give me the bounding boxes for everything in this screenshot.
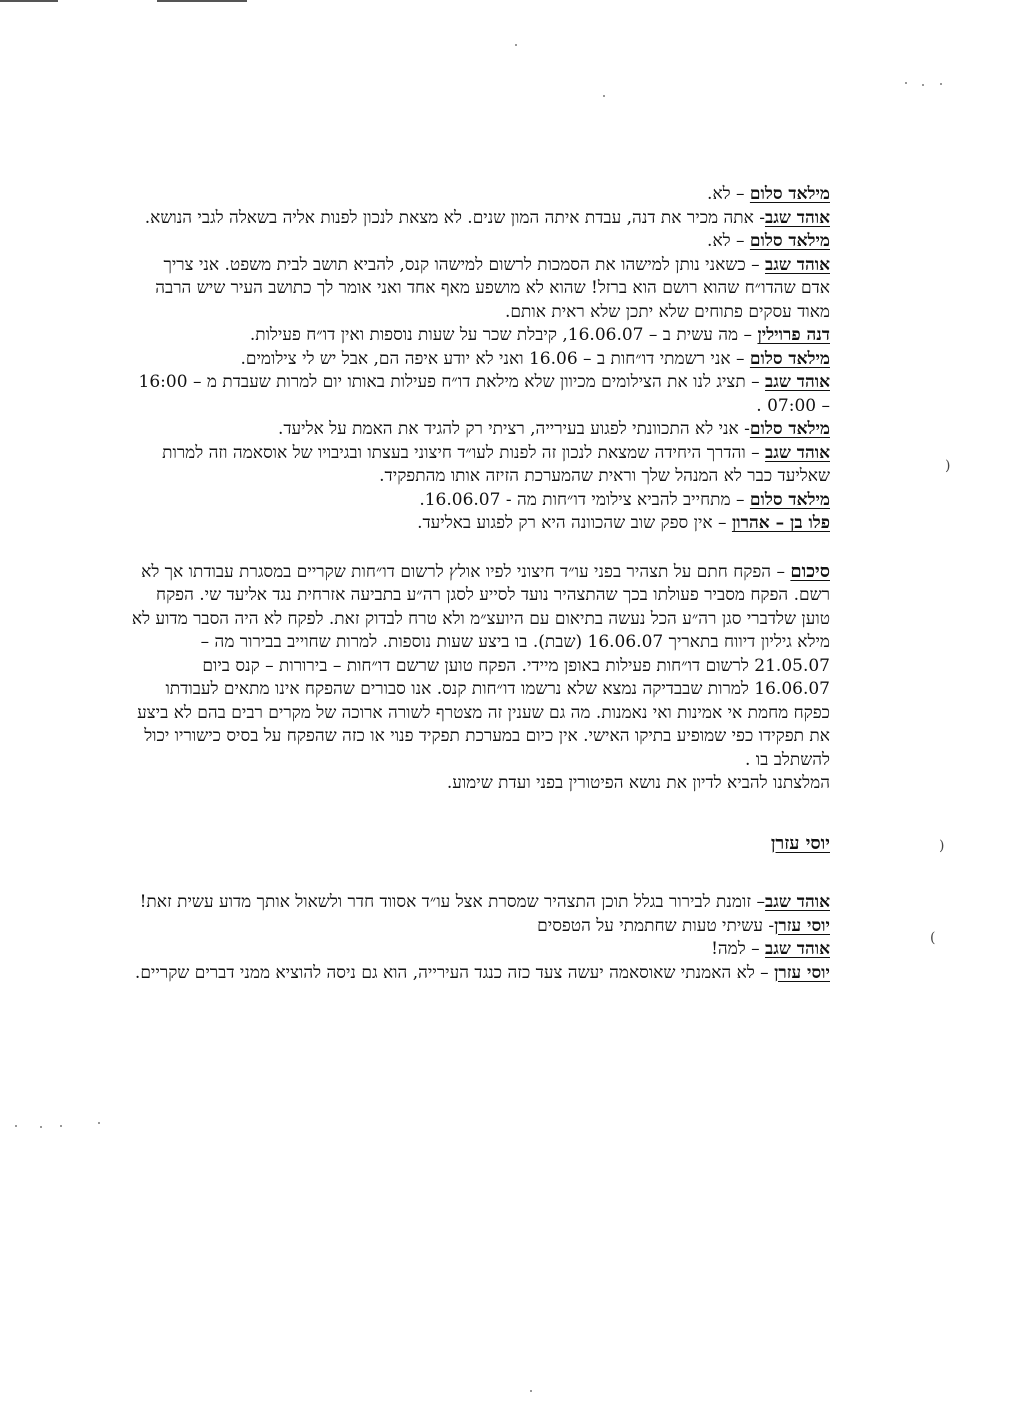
transcript-entry: [130, 207, 830, 231]
margin-mark: ): [945, 458, 951, 474]
speaker-name: דנה פרוילין: [757, 325, 830, 345]
entry-text: – לא האמנתי שאוסאמה יעשה צעד כזה כנגד העירייה, הוא גם ניסה להוציא ממני דברים שקריים.: [134, 962, 775, 983]
scan-speck: [530, 1390, 532, 1392]
speaker-name: מילאד סלום: [749, 184, 830, 204]
speaker-name: מילאד סלום: [749, 419, 830, 439]
entry-text: – לא.: [707, 184, 750, 204]
spacer: [130, 536, 830, 560]
entry-text: - אתה מכיר את דנה, עבדת איתה המון שנים. לא מצאת לנכון לפנות אליה בשאלה לגבי הנושא.: [144, 207, 766, 228]
scan-speck: [15, 1125, 17, 1127]
transcript-1: [130, 183, 830, 536]
speaker-name: אוהד שגב: [765, 442, 830, 463]
speaker-name: אוהד שגב: [765, 207, 830, 228]
document-body: [130, 183, 830, 985]
speaker-name: מילאד סלום: [749, 489, 830, 510]
transcript-entry: [130, 938, 830, 962]
entry-text: – תציג לנו את הצילומים מכיוון שלא מילאת דו״ח פעילות באותו יום למרות שעבדת מ – 16:00 – 07:00 .: [138, 372, 830, 416]
transcript-entry: [130, 512, 830, 536]
scan-speck: [905, 82, 907, 84]
transcript-entry: [130, 915, 830, 939]
entry-text: – אין ספק שוב שהכוונה היא רק לפגוע באליעד.: [417, 513, 732, 533]
entry-text: - אני לא התכוונתי לפגוע בעירייה, רציתי רק להגיד את האמת על אליעד.: [277, 419, 750, 439]
summary-heading: סיכום: [790, 560, 830, 582]
entry-text: – אני רשמתי דו״חות ב – 16.06 ואני לא יודע איפה הם, אבל יש לי צילומים.: [240, 348, 750, 369]
margin-mark: (: [930, 930, 936, 946]
scan-speck: [940, 83, 942, 85]
scan-edge-line: [0, 0, 58, 2]
transcript-entry: [130, 442, 830, 489]
transcript-entry: [130, 489, 830, 513]
transcript-entry: [130, 348, 830, 372]
entry-text: – לא.: [707, 231, 750, 251]
transcript-entry: [130, 962, 830, 986]
speaker-name: אוהד שגב: [765, 372, 830, 392]
entry-text: – למה!: [711, 939, 766, 959]
entry-text: - עשיתי טעות שחתמתי על הטפסים: [537, 915, 775, 936]
summary-paragraph: [130, 560, 830, 773]
section-heading-yossi-ezran: יוסי עזרן: [770, 832, 830, 854]
speaker-name: אוהד שגב: [765, 892, 830, 912]
margin-mark: ): [939, 838, 945, 854]
entry-text: – כשאני נותן למישהו את הסמכות לרשום למישהו קנס, להביא תושב לבית משפט. אני צריך אדם שהדו״ח שהוא רושם הוא ברזל! שהוא לא מושפע מאף אחד ואני אומר לך כתושב העיר שיש הרבה מאוד עסקים פתוחים שלא יתכן שלא ראית אותם.: [155, 254, 830, 322]
scan-speck: [98, 1122, 100, 1124]
transcript-entry: [130, 230, 830, 254]
speaker-name: פלו בן – אהרון: [731, 513, 830, 533]
summary-text: – הפקח חתם על תצהיר בפני עו״ד חיצוני לפיו אולץ לרשום דו״חות שקריים במסגרת עבודתו אך לא רשם. הפקח מסביר פעולתו בכך שהתצהיר נועד לסייע לסגן רה״ע בתביעה אזרחית נגד אליעד שי. הפקח טוען שלדברי סגן רה״ע הכל נעשה בתיאום עם היועצ״מ ולא טרח לבדוק זאת. לפקח לא היה הסבר מדוע לא מילא גיליון דיווח בתאריך 16.06.07 (שבת). בו ביצע שעות נוספות. למרות שחוייב בבירור מה – 21.05.07 לרשום דו״חות פעילות באופן מיידי. הפקח טוען שרשם דו״חות – בירורות – קנס ביום 16.06.07 למרות שבבדיקה נמצא שלא נרשמו דו״חות קנס. אנו סבורים שהפקח אינו מתאים לעבודתו כפקח מחמת אי אמינות ואי נאמנות. מה גם שענין זה מצטרף לשורה ארוכה של מקרים רבים בהם לא ביצע את תפקידו כפי שמופיע בתיקו האישי. אין כיום במערכת תפקיד פנוי או כזה שהפקח על בסיס כישוריו יכול להשתלב בו .: [131, 561, 830, 770]
entry-text: – והדרך היחידה שמצאת לנכון זה לפנות לעו״ד חיצוני בעצתו ובגיבויו של אוסאמה וזה למרות שאליעד כבר לא המנהל שלך וראית שהמערכת הזיזה אותו מהתפקיד.: [162, 442, 830, 486]
scan-speck: [922, 84, 924, 86]
speaker-name: אוהד שגב: [765, 254, 830, 275]
spacer: [130, 855, 830, 891]
scan-speck: [603, 95, 605, 97]
spacer: [130, 796, 830, 832]
speaker-name: אוהד שגב: [765, 939, 830, 959]
transcript-entry: [130, 371, 830, 418]
scan-speck: [40, 1126, 42, 1128]
speaker-name: מילאד סלום: [749, 231, 830, 251]
entry-text: – מה עשית ב – 16.06.07, קיבלת שכר על שעות נוספות ואין דו״ח פעילות.: [249, 325, 758, 345]
entry-text: – זומנת לבירור בגלל תוכן התצהיר שמסרת אצל עו״ד אסווד חדר ולשאול אותך מדוע עשית זאת!: [139, 892, 766, 912]
summary-recommendation: המלצתנו להביא לדיון את נושא הפיטורין בפני ועדת שימוע.: [446, 773, 830, 793]
transcript-entry: [130, 324, 830, 348]
transcript-entry: [130, 891, 830, 915]
transcript-entry: [130, 183, 830, 207]
entry-text: – מתחייב להביא צילומי דו״חות מה - 16.06.07.: [419, 489, 750, 510]
transcript-2: [130, 891, 830, 985]
transcript-entry: [130, 418, 830, 442]
scan-speck: [515, 44, 517, 46]
speaker-name: יוסי עזרן: [774, 915, 830, 936]
scan-speck: [60, 1125, 62, 1127]
summary-section: [130, 560, 830, 796]
transcript-entry: [130, 254, 830, 325]
scan-edge-line: [157, 0, 247, 2]
speaker-name: מילאד סלום: [749, 348, 830, 369]
speaker-name: יוסי עזרן: [774, 962, 830, 983]
